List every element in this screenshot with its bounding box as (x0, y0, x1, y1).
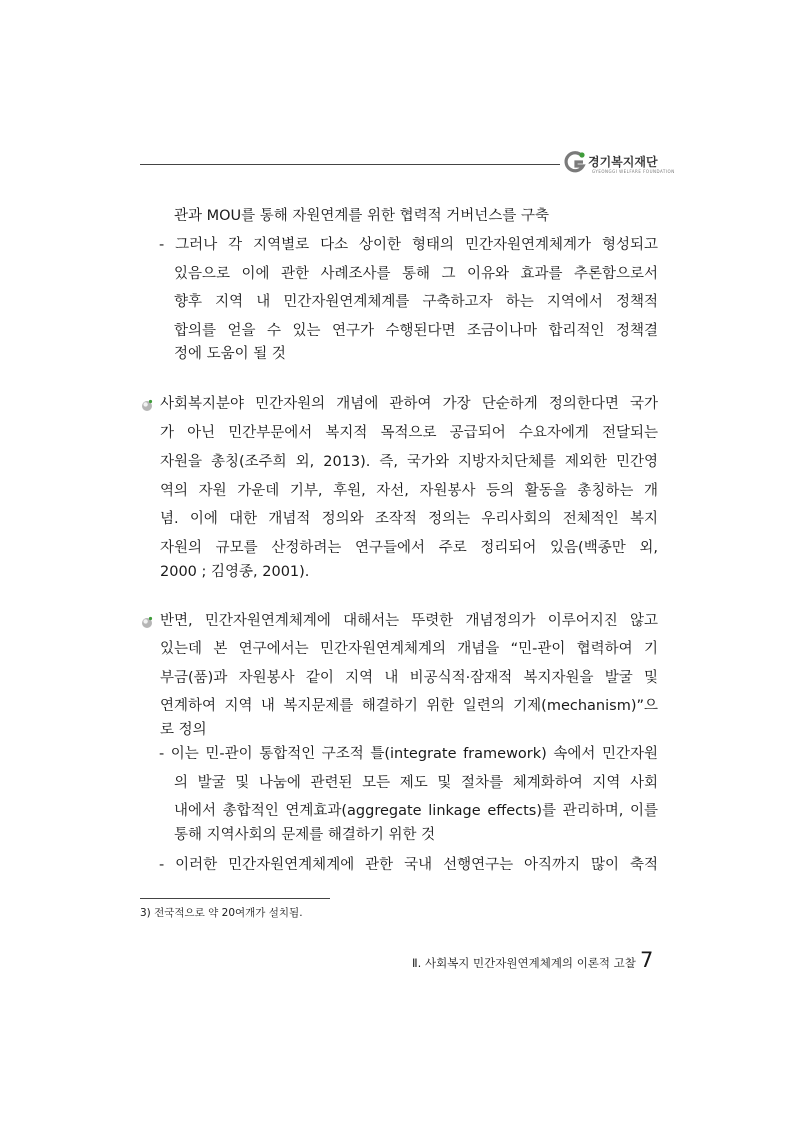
text-line: 반면, 민간자원연계체계에 대해서는 뚜렷한 개념정의가 이루어지진 않고 (160, 613, 658, 629)
text-line: 내에서 총합적인 연계효과(aggregate linkage effects)를 관리하며, 이를 (174, 803, 658, 819)
text-line: 정에 도움이 될 것 (174, 346, 286, 362)
org-name: 경기복지재단 (588, 155, 658, 169)
org-logo (562, 149, 675, 179)
text-line: 의 발굴 및 나눔에 관련된 모든 제도 및 절차를 체계화하여 지역 사회 (174, 775, 658, 791)
text-line: 자원을 총칭(조주희 외, 2013). 즉, 국가와 지방자치단체를 제외한 민간영 (160, 454, 658, 470)
text-line: 가 아닌 민간부문에서 복지적 목적으로 공급되어 수요자에게 전달되는 (160, 425, 658, 441)
text-line: 부금(품)과 자원봉사 같이 지역 내 비공식적·잠재적 복지자원을 발굴 및 (160, 670, 658, 686)
footnote: 3) 전국적으로 약 20여개가 설치됨. (140, 907, 303, 919)
header-rule (140, 164, 560, 165)
text-line: - 그러나 각 지역별로 다소 상이한 형태의 민간자원연계체계가 형성되고 (159, 237, 658, 253)
text-line: 념. 이에 대한 개념적 정의와 조작적 정의는 우리사회의 전체적인 복지 (160, 511, 658, 527)
text-line: 역의 자원 가운데 기부, 후원, 자선, 자원봉사 등의 활동을 총칭하는 개 (160, 483, 658, 499)
text-line: 사회복지분야 민간자원의 개념에 관하여 가장 단순하게 정의한다면 국가 (160, 396, 658, 412)
footnote-rule (140, 898, 330, 899)
text-line: - 이러한 민간자원연계체계에 관한 국내 선행연구는 아직까지 많이 축적 (159, 857, 658, 873)
text-line: 자원의 규모를 산정하려는 연구들에서 주로 정리되어 있음(백종만 외, (160, 540, 658, 556)
text-line: - 이는 민-관이 통합적인 구조적 틀(integrate framework) 속에서 민간자원 (159, 746, 658, 762)
bullet-icon (140, 398, 154, 412)
text-line: 있음으로 이에 관한 사례조사를 통해 그 이유와 효과를 추론함으로서 (174, 266, 658, 282)
text-line: 연계하여 지역 내 복지문제를 해결하기 위한 일련의 기제(mechanism)”으 (160, 698, 658, 714)
page-number: 7 (640, 948, 654, 972)
text-line: 통해 지역사회의 문제를 해결하기 위한 것 (174, 827, 436, 843)
text-line: 합의를 얻을 수 있는 연구가 수행된다면 조금이나마 합리적인 정책결 (174, 323, 658, 339)
text-line: 향후 지역 내 민간자원연계체계를 구축하고자 하는 지역에서 정책적 (174, 294, 658, 310)
text-line: 있는데 본 연구에서는 민간자원연계체계의 개념을 “민-관이 협력하여 기 (160, 641, 658, 657)
bullet-icon (140, 615, 154, 629)
foundation-logo-icon (562, 149, 588, 175)
running-title: Ⅱ. 사회복지 민간자원연계체계의 이론적 고찰 (412, 956, 636, 970)
text-line: 2000 ; 김영종, 2001). (160, 564, 310, 580)
org-subtitle: GYEONGGI WELFARE FOUNDATION (592, 169, 675, 174)
text-line: 관과 MOU를 통해 자원연계를 위한 협력적 거버넌스를 구축 (174, 208, 549, 224)
text-line: 로 정의 (160, 722, 207, 738)
